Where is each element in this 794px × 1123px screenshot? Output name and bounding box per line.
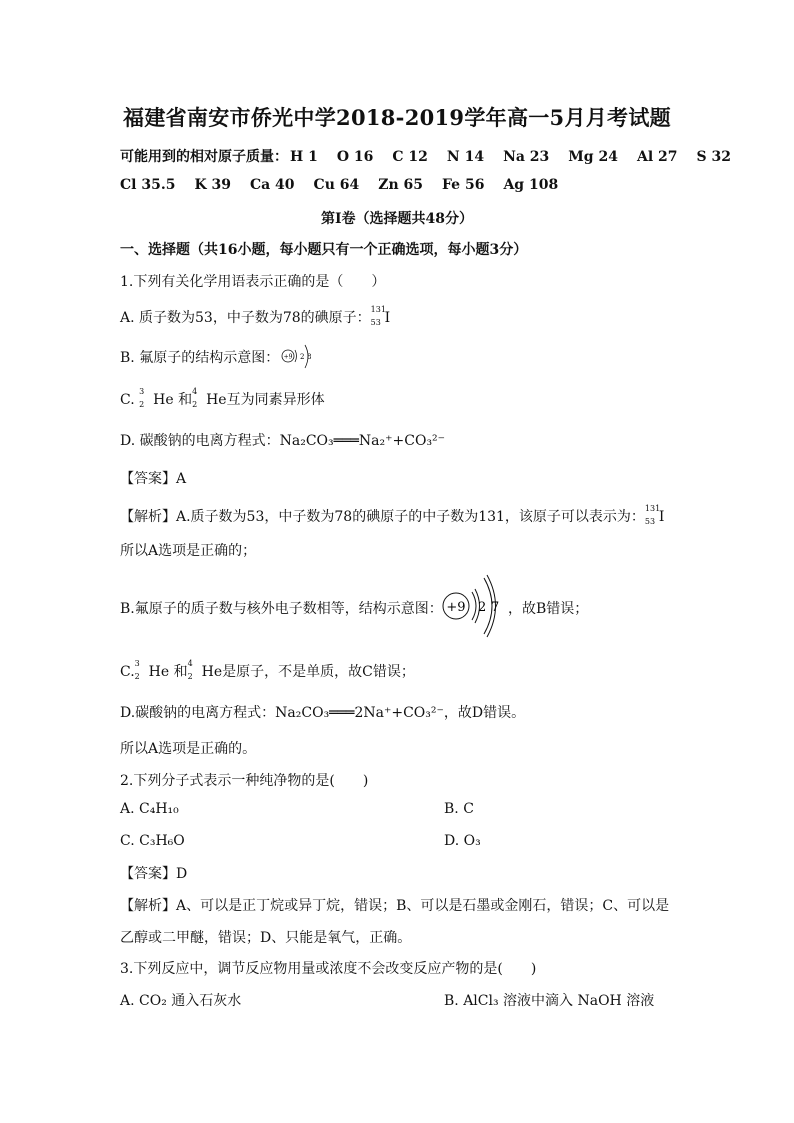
nuclide-z: 2 (187, 672, 193, 681)
nucleus-charge: +9 (446, 600, 466, 615)
he4-nuclide (187, 659, 202, 681)
q1-answer: 【答案】A (120, 471, 187, 487)
q2-option-b: B. C (444, 801, 474, 817)
q3-stem: 3.下列反应中，调节反应物用量或浓度不会改变反应产物的是( ) (120, 961, 537, 977)
atomic-mass: K 39 (194, 177, 231, 193)
nuclide-mass: 3 (139, 387, 145, 396)
shell-count-1: 2 (300, 353, 305, 361)
nuclide-z: 2 (134, 672, 140, 681)
atomic-mass: Zn 65 (378, 177, 423, 193)
nuclide-z: 2 (139, 400, 145, 409)
atomic-mass: S 32 (696, 149, 731, 165)
q1-option-c-suffix: 互为同素异形体 (226, 392, 325, 408)
he3-nuclide (134, 659, 149, 681)
q1-stem: 1.下列有关化学用语表示正确的是（ ） (120, 274, 386, 290)
nuclide-mass: 131 (370, 305, 386, 314)
section-title: 第Ⅰ卷（选择题共48分） (320, 211, 474, 227)
atomic-mass: H 1 (290, 149, 318, 165)
q1-analysis-c (120, 661, 415, 681)
atomic-mass: N 14 (446, 149, 485, 165)
q1-analysis-a2: 所以A选项是正确的； (120, 543, 257, 559)
q1-option-c-prefix: C. (120, 392, 140, 408)
q2-analysis-1: 【解析】A、可以是正丁烷或异丁烷，错误；B、可以是石墨或金刚石，错误；C、可以是 (120, 898, 670, 914)
q1-option-c (120, 389, 325, 409)
q1-option-b (120, 347, 279, 367)
nuclide-symbol: He (201, 664, 223, 680)
q1-analysis-c-and: 和 (169, 664, 188, 680)
q2-option-d: D. O₃ (444, 833, 481, 849)
atomic-mass: C 12 (392, 149, 428, 165)
shell-arc-1 (472, 592, 476, 620)
atomic-mass: Al 27 (636, 149, 678, 165)
iodine-nuclide (370, 305, 386, 327)
q1-analysis-a (120, 506, 664, 526)
q3-option-b: B. AlCl₃ 溶液中滴入 NaOH 溶液 (444, 993, 655, 1009)
atomic-mass: Fe 56 (442, 177, 485, 193)
shell-count-2: 7 (491, 600, 500, 615)
nuclide-mass: 4 (192, 387, 198, 396)
q1-conclusion: 所以A选项是正确的。 (120, 741, 257, 757)
q2-answer: 【答案】D (120, 866, 188, 882)
shell-count-2: 8 (307, 353, 312, 361)
nucleus-charge: +9 (283, 353, 293, 361)
shell-count-1: 2 (478, 600, 487, 615)
atomic-mass: Cu 64 (313, 177, 360, 193)
atomic-mass-label: 可能用到的相对原子质量： (120, 149, 288, 165)
q1-analysis-a-text: 【解析】A.质子数为53，中子数为78的碘原子的中子数为131，该原子可以表示为： (120, 509, 645, 525)
q2-option-a: A. C₄H₁₀ (120, 801, 179, 817)
atomic-mass-line-2 (120, 177, 577, 193)
iodine-nuclide (644, 504, 661, 526)
q2-stem: 2.下列分子式表示一种纯净物的是( ) (120, 773, 369, 789)
nuclide-z: 2 (192, 400, 198, 409)
nuclide-symbol: I (384, 310, 391, 326)
q1-analysis-b-text: B.氟原子的质子数与核外电子数相等，结构示意图： (120, 601, 443, 617)
nuclide-symbol: He (153, 392, 174, 408)
q2-option-c: C. C₃H₆O (120, 833, 185, 849)
fluorine-structure-small-diagram (280, 341, 326, 371)
q1-option-a (120, 307, 390, 327)
nuclide-mass: 131 (644, 504, 661, 513)
nuclide-symbol: I (658, 509, 665, 525)
nuclide-symbol: He (206, 392, 227, 408)
q1-analysis-c-suffix: 是原子，不是单质，故C错误； (222, 664, 415, 680)
q1-analysis-b (120, 598, 443, 618)
he3-nuclide (139, 387, 153, 409)
he4-nuclide (192, 387, 206, 409)
nuclide-z: 53 (644, 517, 656, 526)
shell-arc-1 (295, 350, 297, 362)
nuclide-symbol: He (148, 664, 170, 680)
atomic-mass: Cl 35.5 (120, 177, 176, 193)
q2-analysis-2: 乙醇或二甲醚，错误；D、只能是氧气，正确。 (120, 930, 412, 946)
q1-analysis-c-prefix: C. (120, 664, 135, 680)
part-title: 一、选择题（共16小题，每小题只有一个正确选项，每小题3分） (120, 242, 528, 258)
nuclide-mass: 4 (187, 659, 193, 668)
q1-option-c-and: 和 (173, 392, 193, 408)
q3-option-a: A. CO₂ 通入石灰水 (120, 993, 242, 1009)
atomic-mass: O 16 (336, 149, 374, 165)
atomic-mass: Mg 24 (568, 149, 618, 165)
q1-analysis-d: D.碳酸钠的电离方程式：Na₂CO₃═══2Na⁺+CO₃²⁻，故D错误。 (120, 705, 526, 721)
q1-option-b-text: B. 氟原子的结构示意图： (120, 350, 280, 366)
atomic-mass-line-1 (120, 146, 750, 166)
q1-analysis-b-end: ，故B错误； (508, 601, 589, 617)
nuclide-mass: 3 (134, 659, 140, 668)
fluorine-structure-diagram (440, 572, 508, 640)
atomic-mass: Na 23 (503, 149, 550, 165)
page-title: 福建省南安市侨光中学2018-2019学年高一5月月考试题 (123, 105, 671, 130)
q1-option-d: D. 碳酸钠的电离方程式：Na₂CO₃═══Na₂⁺+CO₃²⁻ (120, 433, 446, 449)
atomic-mass: Ag 108 (503, 177, 559, 193)
atomic-mass: Ca 40 (249, 177, 295, 193)
nuclide-z: 53 (370, 318, 381, 327)
q1-option-a-text: A. 质子数为53，中子数为78的碘原子： (120, 310, 371, 326)
